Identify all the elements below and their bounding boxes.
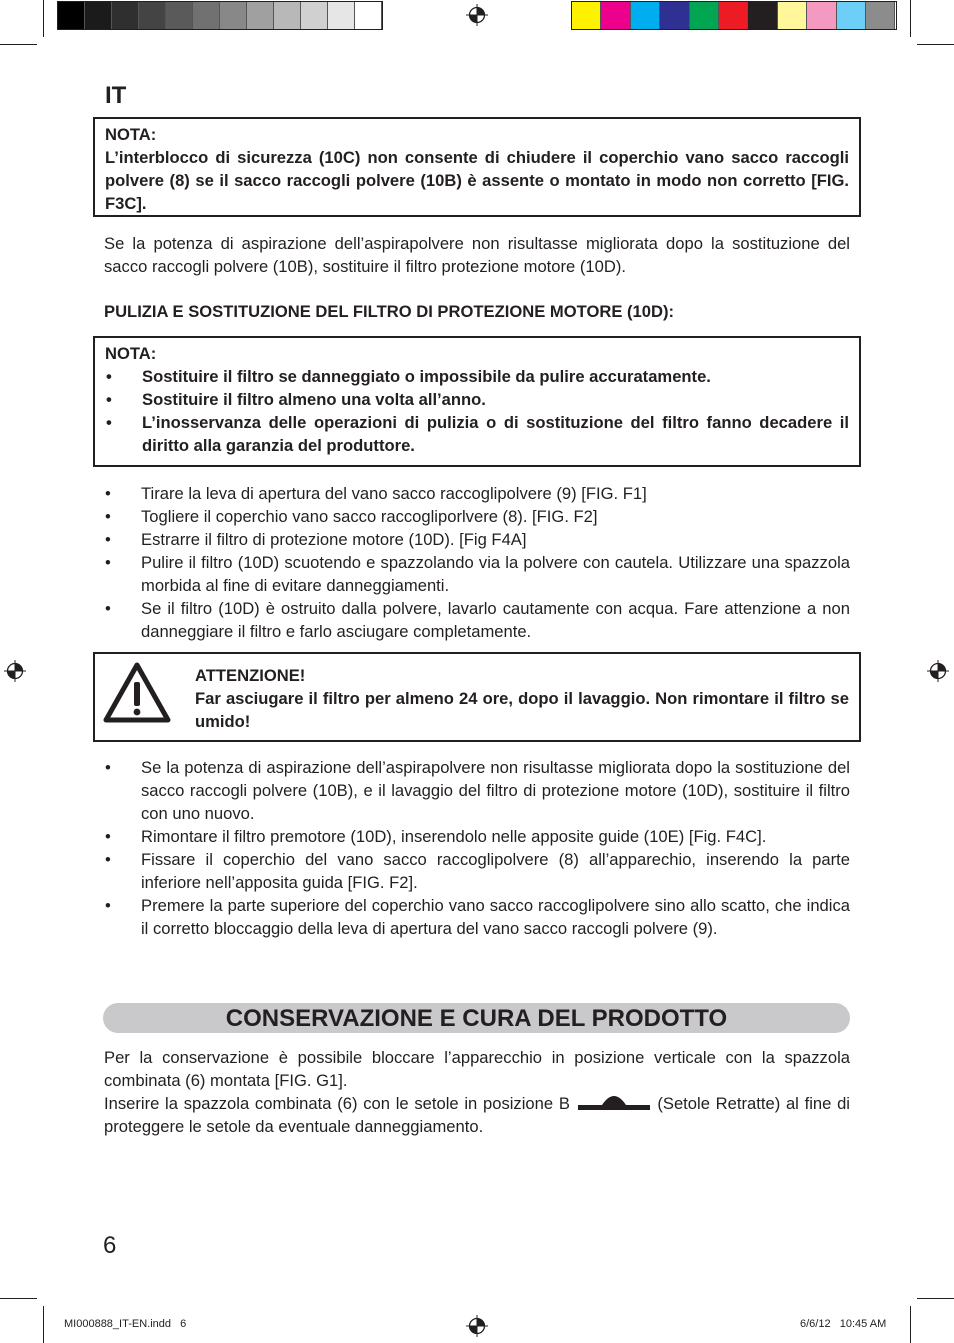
color-swatch [112, 2, 139, 29]
steps-list-2 [104, 756, 850, 940]
step-list-item: • Premere la parte superiore del coperchio vano sacco raccoglipolvere sino allo scatto, che indica il corretto bloccaggio della leva di apertura del vano sacco raccogli polvere (9). [104, 894, 850, 940]
color-swatch [837, 2, 866, 29]
crop-mark [0, 1298, 37, 1299]
warning-title: ATTENZIONE! [195, 666, 306, 685]
color-swatch [866, 2, 895, 29]
color-swatch [139, 2, 166, 29]
note-title: NOTA: [105, 344, 157, 363]
color-swatch [748, 2, 777, 29]
warning-triangle-icon [103, 662, 171, 724]
crop-mark [917, 1298, 954, 1299]
note-title: NOTA: [105, 125, 157, 144]
color-swatch [807, 2, 836, 29]
crop-mark [917, 44, 954, 45]
color-swatch [355, 2, 382, 29]
color-swatch [193, 2, 220, 29]
brush-retracted-icon [578, 1096, 650, 1110]
color-swatch [572, 2, 601, 29]
step-list-item: • Se il filtro (10D) è ostruito dalla polvere, lavarlo cautamente con acqua. Fare attenzione a non danneggiare il filtro e farlo asciugare completamente. [104, 597, 850, 643]
note-text: L’interblocco di sicurezza (10C) non consente di chiudere il coperchio vano sacco raccogli polvere (8) se il sacco raccogli polvere (10B) è assente o montato in modo non corretto [FIG. F3C]. [105, 148, 849, 213]
page-number: 6 [103, 1232, 117, 1259]
step-list-item: • Fissare il coperchio del vano sacco raccoglipolvere (8) all’apparechio, inserendo la parte inferiore nell’apposita guida [FIG. F2]. [104, 848, 850, 894]
warning-text: Far asciugare il filtro per almeno 24 ore, dopo il lavaggio. Non rimontare il filtro se umido! [195, 689, 849, 731]
grayscale-color-bar [57, 1, 383, 30]
step-list-item: • Rimontare il filtro premotore (10D), inserendolo nelle apposite guide (10E) [Fig. F4C]. [104, 825, 850, 848]
language-code: IT [105, 82, 127, 109]
intro-paragraph: Se la potenza di aspirazione dell’aspirapolvere non risultasse migliorata dopo la sostituzione del sacco raccogli polvere (10B), sostituire il filtro protezione motore (10D). [104, 234, 850, 276]
color-swatch [328, 2, 355, 29]
warning-box [93, 652, 861, 742]
care-text-before: Inserire la spazzola combinata (6) con le setole in posizione B [104, 1094, 570, 1113]
crop-mark [910, 0, 911, 37]
color-swatch [631, 2, 660, 29]
section-heading: PULIZIA E SOSTITUZIONE DEL FILTRO DI PROTEZIONE MOTORE (10D): [104, 302, 675, 321]
footer-file-name: MI000888_IT-EN.indd 6 [64, 1318, 187, 1330]
color-swatch [601, 2, 630, 29]
color-swatch [58, 2, 85, 29]
step-list-item: • Estrarre il filtro di protezione motore (10D). [Fig F4A] [104, 528, 850, 551]
color-swatch [301, 2, 328, 29]
note-list-item: • Sostituire il filtro se danneggiato o impossibile da pulire accuratamente. [105, 365, 849, 388]
crop-mark [910, 1306, 911, 1343]
crop-mark [43, 1306, 44, 1343]
note-list [105, 365, 849, 457]
care-paragraph-2 [104, 1092, 850, 1138]
color-swatch [778, 2, 807, 29]
registration-mark-icon [4, 660, 26, 682]
registration-mark-icon [927, 660, 949, 682]
note-box-filter [93, 336, 861, 467]
note-list-item: • L’inosservanza delle operazioni di pulizia o di sostituzione del filtro fanno decadere il diritto alla garanzia del produttore. [105, 411, 849, 457]
step-list-item: • Togliere il coperchio vano sacco raccogliporlvere (8). [FIG. F2] [104, 505, 850, 528]
color-swatch [247, 2, 274, 29]
registration-mark-icon [466, 1315, 488, 1337]
color-swatch [719, 2, 748, 29]
note-list-item: • Sostituire il filtro almeno una volta all’anno. [105, 388, 849, 411]
color-swatch [660, 2, 689, 29]
footer-date: 6/6/12 10:45 AM [800, 1318, 887, 1330]
crop-mark [0, 44, 37, 45]
note-box-interlock [93, 117, 861, 217]
process-color-bar [571, 1, 897, 30]
color-swatch [166, 2, 193, 29]
color-swatch [220, 2, 247, 29]
color-swatch [85, 2, 112, 29]
crop-mark [43, 0, 44, 37]
color-swatch [274, 2, 301, 29]
step-list-item: • Pulire il filtro (10D) scuotendo e spazzolando via la polvere con cautela. Utilizzare una spazzola morbida al fine di evitare danneggiamenti. [104, 551, 850, 597]
steps-list-1 [104, 482, 850, 643]
registration-mark-icon [466, 4, 488, 26]
care-text-after: (Setole Retratte) al fine di proteggere le setole da eventuale danneggiamento. [104, 1094, 850, 1136]
step-list-item: • Tirare la leva di apertura del vano sacco raccoglipolvere (9) [FIG. F1] [104, 482, 850, 505]
care-paragraph-1: Per la conservazione è possibile bloccare l’apparecchio in posizione verticale con la spazzola combinata (6) montata [FIG. G1]. [104, 1048, 850, 1090]
color-swatch [690, 2, 719, 29]
step-list-item: • Se la potenza di aspirazione dell’aspirapolvere non risultasse migliorata dopo la sostituzione del sacco raccogli polvere (10B), e il lavaggio del filtro di protezione motore (10D), sostituire il filtro con uno nuovo. [104, 756, 850, 825]
section-title-bar: CONSERVAZIONE E CURA DEL PRODOTTO [103, 1003, 850, 1033]
